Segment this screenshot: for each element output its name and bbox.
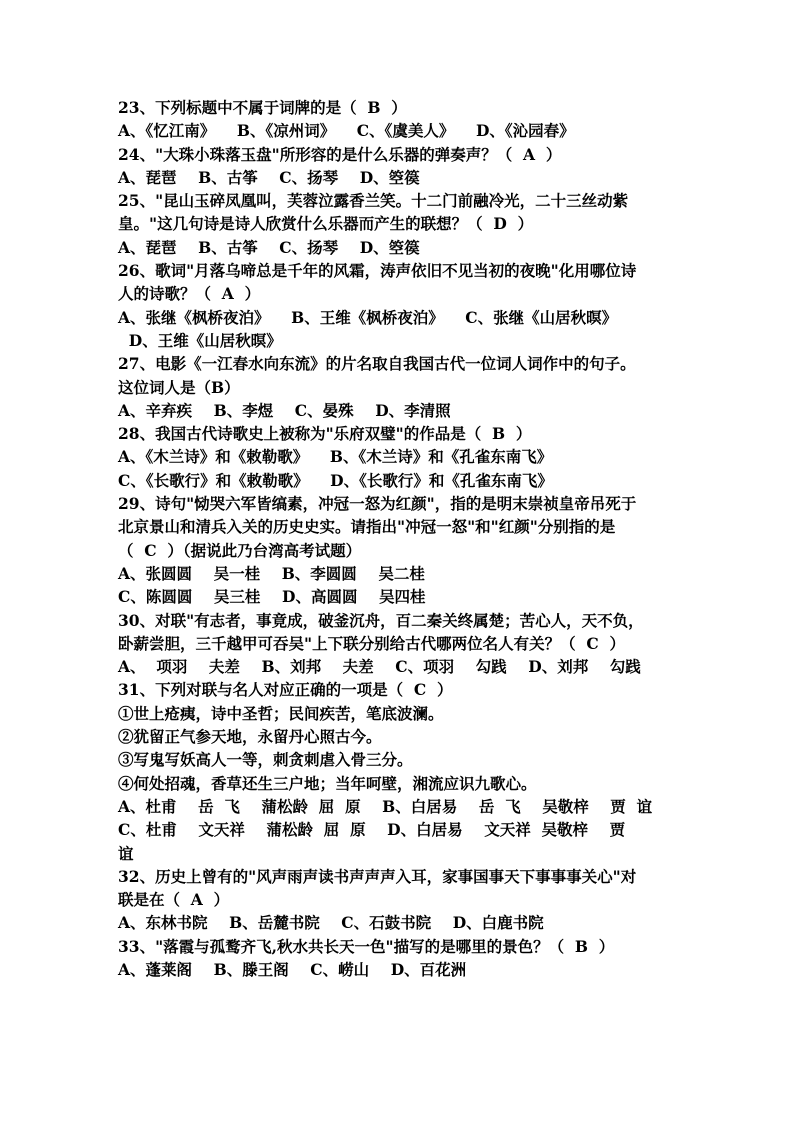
- text-line: 29、诗句"恸哭六军皆缟素，冲冠一怒为红颜"，指的是明末崇祯皇帝吊死于: [118, 494, 637, 514]
- text-line: A、张圆圆 吴一桂 B、李圆圆 吴二桂: [118, 563, 425, 583]
- text-line: 24、"大珠小珠落玉盘"所形容的是什么乐器的弹奏声？（ A ）: [118, 144, 562, 164]
- text-line: A、琵琶 B、古筝 C、扬琴 D、箜篌: [118, 167, 420, 187]
- text-line: A、蓬莱阁 B、滕王阁 C、崂山 D、百花洲: [118, 959, 467, 979]
- text-line: A、辛弃疾 B、李煜 C、晏殊 D、李清照: [118, 400, 451, 420]
- text-line: A、 项羽 夫差 B、刘邦 夫差 C、项羽 勾践 D、刘邦 勾践: [118, 657, 641, 677]
- text-line: 皇。"这几句诗是诗人欣赏什么乐器而产生的联想？（ D ）: [118, 214, 534, 234]
- text-line: A、杜甫 岳 飞 蒲松龄 屈 原 B、白居易 岳 飞 吴敬梓 贾 谊: [118, 796, 653, 816]
- text-line: A、张继《枫桥夜泊》 B、王维《枫桥夜泊》 C、张继《山居秋暝》: [118, 307, 618, 327]
- text-line: ①世上疮痍，诗中圣哲；民间疾苦，笔底波澜。: [118, 703, 444, 723]
- text-line: A、东林书院 B、岳麓书院 C、石鼓书院 D、白鹿书院: [118, 913, 544, 933]
- text-line: A、《忆江南》 B、《凉州词》 C、《虞美人》 D、《沁园春》: [118, 121, 575, 141]
- text-line: C、杜甫 文天祥 蒲松龄 屈 原 D、白居易 文天祥 吴敬梓 贾: [118, 820, 626, 840]
- text-line: 23、下列标题中不属于词牌的是（ B ）: [118, 98, 407, 117]
- text-line: 30、对联"有志者，事竟成，破釜沉舟，百二秦关终属楚；苦心人，天不负，: [118, 610, 644, 630]
- text-line: D、王维《山居秋暝》: [118, 330, 282, 350]
- text-line: 33、"落霞与孤鹜齐飞,秋水共长天一色"描写的是哪里的景色？（ B ）: [118, 936, 615, 956]
- text-line: A、琵琶 B、古筝 C、扬琴 D、箜篌: [118, 237, 420, 257]
- text-line: ③写鬼写妖高人一等，刺贪刺虐入骨三分。: [118, 750, 413, 770]
- text-line: 人的诗歌？（ A ）: [118, 284, 261, 304]
- text-line: ④何处招魂，香草还生三户地；当年呵壁，湘流应识九歌心。: [118, 773, 537, 793]
- text-line: 谊: [118, 843, 134, 863]
- question-list: [118, 96, 688, 981]
- text-line: 卧薪尝胆，三千越甲可吞吴"上下联分别给古代哪两位名人有关？（ C ）: [118, 633, 625, 653]
- text-line: C、陈圆圆 吴三桂 D、高圆圆 吴四桂: [118, 587, 426, 607]
- text-line: 26、歌词"月落乌啼总是千年的风霜，涛声依旧不见当初的夜晚"化用哪位诗: [118, 261, 637, 281]
- text-line: 28、我国古代诗歌史上被称为"乐府双璧"的作品是（ B ）: [118, 424, 532, 444]
- text-line: 这位词人是（B）: [118, 377, 240, 397]
- text-line: C、《长歌行》和《敕勒歌》 D、《长歌行》和《孔雀东南飞》: [118, 470, 553, 490]
- text-line: （ C ）（据说此乃台湾高考试题）: [118, 540, 362, 560]
- text-line: ②犹留正气参天地，永留丹心照古今。: [118, 727, 382, 747]
- text-line: 联是在（ A ）: [118, 890, 230, 910]
- text-line: A、《木兰诗》和《敕勒歌》 B、《木兰诗》和《孔雀东南飞》: [118, 447, 553, 467]
- text-line: 27、电影《一江春水向东流》的片名取自我国古代一位词人词作中的句子。: [118, 354, 636, 374]
- text-line: 北京景山和清兵入关的历史史实。请指出"冲冠一怒"和"红颜"分别指的是: [118, 517, 616, 537]
- text-line: 32、历史上曾有的"风声雨声读书声声声入耳，家事国事天下事事事关心"对: [118, 866, 637, 886]
- text-line: 25、"昆山玉碎凤凰叫，芙蓉泣露香兰笑。十二门前融冷光，二十三丝动紫: [118, 191, 629, 211]
- text-line: 31、下列对联与名人对应正确的一项是（ C ）: [118, 680, 453, 700]
